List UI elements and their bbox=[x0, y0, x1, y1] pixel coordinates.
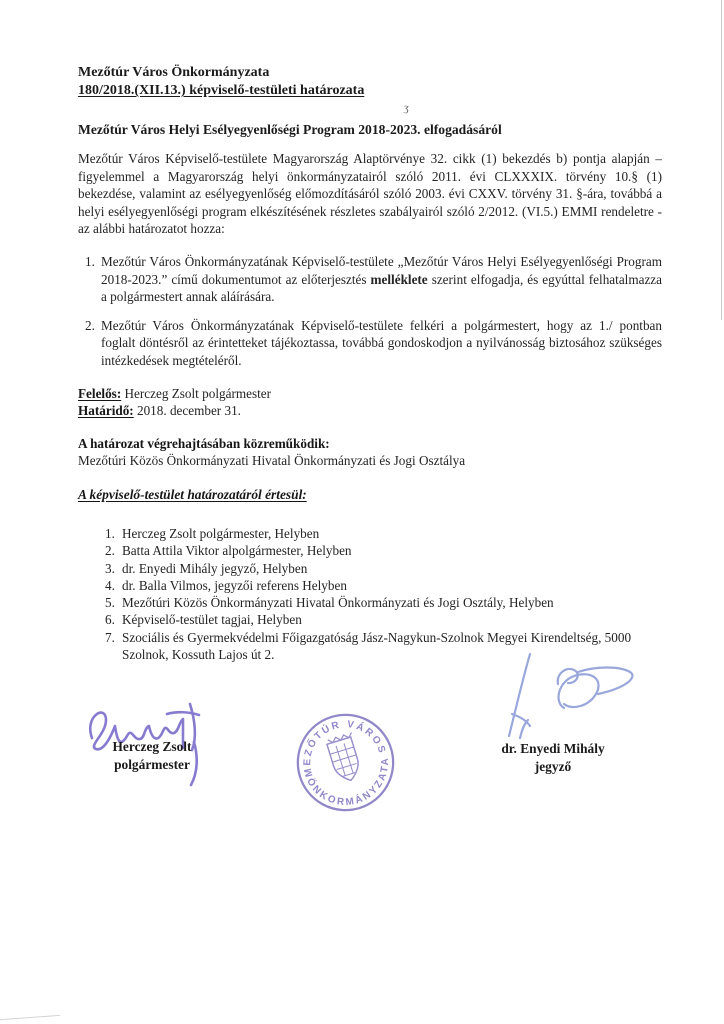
decision-text bbox=[101, 317, 662, 370]
notify-item-text: Képviselő-testület tagjai, Helyben bbox=[122, 612, 302, 628]
responsibility-block bbox=[78, 385, 662, 420]
stamp-coat-of-arms bbox=[326, 733, 365, 784]
notify-item-number: 7. bbox=[105, 629, 115, 645]
notify-item-text: Szociális és Gyermekvédelmi Főigazgatóság Jász-Nagykun-Szolnok Megyei Kirendeltség, 5000 Szolnok, Kossuth Lajos út 2. bbox=[122, 629, 632, 662]
notify-item-2 bbox=[105, 542, 662, 559]
cooperation-heading: A határozat végrehajtásában közreműködik: bbox=[78, 435, 330, 451]
signatory-left-name: Herczeg Zsolt bbox=[112, 739, 192, 754]
notify-item-7 bbox=[105, 629, 662, 664]
decision-run: szerint elfogadja, és egyúttal felhatalmazza a polgármestert annak aláírására. bbox=[101, 271, 663, 305]
signatory-right-name: dr. Enyedi Mihály bbox=[501, 741, 605, 756]
notify-item-text: dr. Balla Vilmos, jegyzői referens Helyben bbox=[122, 577, 347, 593]
municipal-stamp bbox=[255, 672, 436, 853]
notify-item-text: Herczeg Zsolt polgármester, Helyben bbox=[122, 525, 320, 541]
signatory-left bbox=[77, 738, 227, 773]
notify-item-text: dr. Enyedi Mihály jegyző, Helyben bbox=[122, 560, 308, 576]
notify-item-number: 1. bbox=[105, 525, 115, 541]
deadline-label: Határidő: bbox=[78, 403, 134, 419]
scan-artifact-right-edge bbox=[721, 0, 722, 320]
resolution-number: 180/2018.(XII.13.) képviselő-testületi határozata bbox=[78, 83, 365, 98]
responsible-line bbox=[78, 385, 662, 403]
cooperation-body: Mezőtúri Közös Önkormányzati Hivatal Önkormányzati és Jogi Osztálya bbox=[78, 453, 466, 469]
notify-list bbox=[105, 525, 662, 663]
svg-text:MEZŐTÚR VÁROS bbox=[291, 708, 388, 779]
stamp-top-text: MEZŐTÚR VÁROS bbox=[302, 719, 388, 778]
decision-run: Mezőtúr Város Önkormányzatának Képviselő-testülete „Mezőtúr Város Helyi Esélyegyenlőségi Program 2018-2023.” című dokumentumot az előterjesztés bbox=[101, 253, 662, 287]
cooperation-block bbox=[78, 435, 662, 470]
preamble-paragraph: Mezőtúr Város Képviselő-testülete Magyarország Alaptörvénye 32. cikk (1) bekezdés b) pontja alapján – figyelemmel a Magyarország helyi önkormányzatairól szóló 2011. évi CLXXXIX. törvény 10.§ (1) bekezdése, valamint az esélyegyenlőség előmozdításáról szóló 2003. évi CXXV. törvény 31. §-ára, továbbá a helyi esélyegyenlőségi program elkészítésének részletes szabályairól szóló 2/2012. (VI.5.) EMMI rendeletre - az alábbi határozatot hozza: bbox=[78, 151, 662, 237]
decision-run-bold: melléklete bbox=[370, 271, 428, 287]
deadline-line bbox=[78, 402, 662, 420]
scan-artifact-mark: ʒ bbox=[403, 101, 410, 115]
decision-text bbox=[101, 253, 662, 306]
decision-item-2 bbox=[78, 317, 662, 370]
notify-item-number: 3. bbox=[105, 560, 115, 576]
document-content bbox=[78, 64, 662, 663]
signatory-right-title: jegyző bbox=[534, 758, 572, 774]
notify-item-text: Mezőtúri Közös Önkormányzati Hivatal Önkormányzati és Jogi Osztály, Helyben bbox=[122, 595, 554, 611]
signatory-right bbox=[493, 740, 613, 775]
notify-item-3 bbox=[105, 560, 662, 577]
notify-item-number: 4. bbox=[105, 577, 115, 593]
notify-item-number: 2. bbox=[105, 543, 115, 559]
signature-ink-right bbox=[478, 650, 643, 750]
signatory-left-title: polgármester bbox=[114, 756, 190, 772]
scan-artifact-bottom-edge bbox=[0, 1015, 60, 1020]
deadline-value: 2018. december 31. bbox=[133, 403, 241, 419]
stamp-bottom-text: ÖNKORMÁNYZATA bbox=[304, 755, 392, 809]
notify-item-6 bbox=[105, 611, 662, 628]
notify-item-1 bbox=[105, 525, 662, 542]
decision-run: Mezőtúr Város Önkormányzatának Képviselő-testülete felkéri a polgármestert, hogy az 1./ pontban foglalt döntésről az érintetteket tájékoztassa, továbbá gondoskodjon a nyilvánosság biztosához szükséges intézkedések megtételéről. bbox=[101, 317, 662, 368]
decision-number: 1. bbox=[85, 253, 95, 269]
responsible-label: Felelős: bbox=[78, 385, 122, 401]
notify-item-number: 5. bbox=[105, 595, 115, 611]
notify-item-5 bbox=[105, 594, 662, 611]
notify-heading: A képviselő-testület határozatáról értesül: bbox=[78, 486, 307, 502]
notify-item-text: Batta Attila Viktor alpolgármester, Helyben bbox=[122, 543, 352, 559]
responsible-value: Herczeg Zsolt polgármester bbox=[121, 385, 271, 401]
notify-item-4 bbox=[105, 577, 662, 594]
decision-item-1 bbox=[78, 253, 662, 306]
notify-item-number: 6. bbox=[105, 612, 115, 628]
org-name: Mezőtúr Város Önkormányzata bbox=[78, 65, 270, 80]
decisions-list bbox=[78, 253, 662, 370]
resolution-subject: Mezőtúr Város Helyi Esélyegyenlőségi Program 2018-2023. elfogadásáról bbox=[78, 122, 502, 137]
decision-number: 2. bbox=[85, 317, 95, 333]
